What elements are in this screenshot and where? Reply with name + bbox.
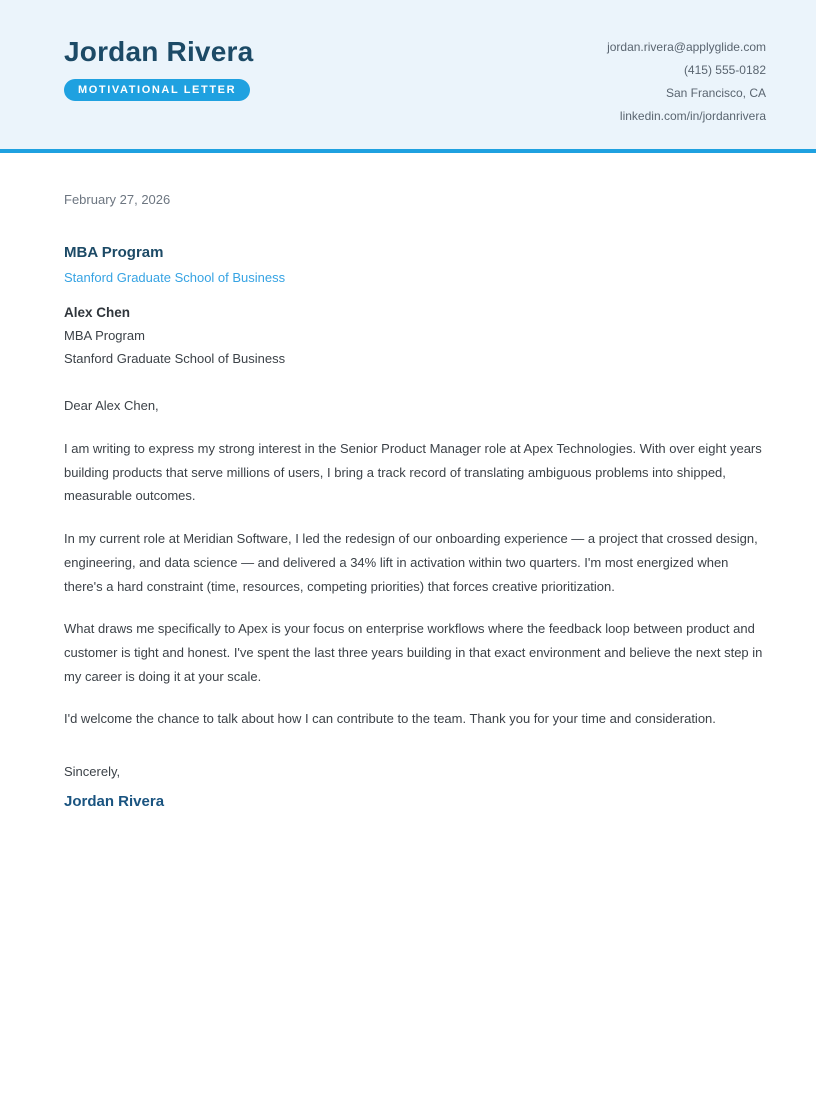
closing: Sincerely, [64,764,121,780]
salutation: Dear Alex Chen, [64,398,159,413]
contact-linkedin: linkedin.com/in/jordanrivera [619,109,766,123]
recipient-contact-org: Stanford Graduate School of Business [64,351,286,366]
letter-date: February 27, 2026 [64,192,171,207]
letter-paragraph: In my current role at Meridian Software, I led the redesign of our onboarding experience — a project that crossed design, engineering, and data science — and delivered a 34% lift in activation within two quarters. I'm most energized when there's a hard constraint (time, resources, competing priorities) that forces creative prioritization. [64,531,758,594]
person-name: Jordan Rivera [64,36,254,67]
recipient-contact-role: MBA Program [64,328,145,343]
recipient-school-link[interactable]: Stanford Graduate School of Business [64,270,286,285]
recipient-contact-name: Alex Chen [64,305,131,320]
letter-header [0,0,816,153]
contact-location: San Francisco, CA [665,86,766,100]
letter-paragraph: What draws me specifically to Apex is your focus on enterprise workflows where the feedback loop between product and customer is tight and honest. I've spent the last three years building in that exact environment and believe the next step in my career is doing it at your scale. [64,621,763,684]
header-identity [64,38,253,101]
contact-phone: (415) 555-0182 [683,63,766,77]
document-type-badge: MOTIVATIONAL LETTER [64,79,250,101]
contact-block [607,36,766,128]
letter-body [0,192,816,810]
letter-paragraph: I'd welcome the chance to talk about how I can contribute to the team. Thank you for your time and consideration. [64,711,716,727]
letter-paragraph: I am writing to express my strong interest in the Senior Product Manager role at Apex Technologies. With over eight years building products that serve millions of users, I bring a track record of translating ambiguous problems into shipped, measurable outcomes. [64,441,762,504]
signature-name: Jordan Rivera [64,793,165,811]
recipient-program: MBA Program [64,244,164,261]
contact-email: jordan.rivera@applyglide.com [607,40,766,54]
recipient-person-block [64,301,766,370]
